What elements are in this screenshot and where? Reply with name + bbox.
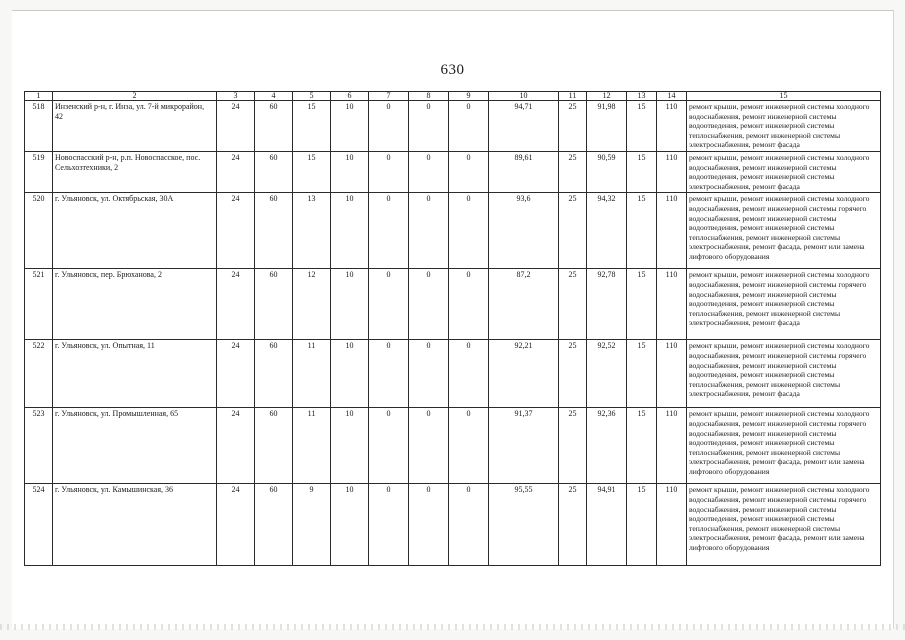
cell-col13: 15	[627, 408, 657, 484]
cell-col14: 110	[657, 151, 687, 192]
works-cell: ремонт крыши, ремонт инженерной системы холодного водоснабжения, ремонт инженерной системы горячего водоснабжения, ремонт инженерной системы водоотведения, ремонт инженерной системы теплоснабжения, ремонт инженерной системы электроснабжения, ремонт фасада	[687, 269, 881, 340]
cell-col11: 25	[559, 151, 587, 192]
cell-col8: 0	[409, 408, 449, 484]
cell-col10: 87,2	[489, 269, 559, 340]
cell-col6: 10	[331, 408, 369, 484]
cell-col3: 24	[217, 151, 255, 192]
works-cell: ремонт крыши, ремонт инженерной системы холодного водоснабжения, ремонт инженерной системы горячего водоснабжения, ремонт инженерной системы водоотведения, ремонт инженерной системы теплоснабжения, ремонт инженерной системы электроснабжения, ремонт фасада, ремонт или замена лифтового оборудования	[687, 408, 881, 484]
cell-col7: 0	[369, 408, 409, 484]
cell-col13: 15	[627, 269, 657, 340]
table-row	[25, 101, 881, 152]
cell-col10: 91,37	[489, 408, 559, 484]
cell-col13: 15	[627, 340, 657, 408]
cell-col8: 0	[409, 151, 449, 192]
cell-col11: 25	[559, 340, 587, 408]
cell-col3: 24	[217, 484, 255, 566]
cell-col14: 110	[657, 484, 687, 566]
row-number: 523	[25, 408, 53, 484]
cell-col7: 0	[369, 269, 409, 340]
cell-col12: 92,36	[587, 408, 627, 484]
table-body	[25, 92, 881, 566]
cell-col11: 25	[559, 484, 587, 566]
cell-col6: 10	[331, 151, 369, 192]
cell-col12: 94,91	[587, 484, 627, 566]
cell-col6: 10	[331, 340, 369, 408]
row-number: 519	[25, 151, 53, 192]
cell-col4: 60	[255, 340, 293, 408]
cell-col3: 24	[217, 101, 255, 152]
table-row	[25, 484, 881, 566]
cell-col4: 60	[255, 484, 293, 566]
cell-col11: 25	[559, 269, 587, 340]
column-number: 4	[255, 92, 293, 101]
cell-col10: 92,21	[489, 340, 559, 408]
cell-col5: 13	[293, 193, 331, 269]
cell-col7: 0	[369, 193, 409, 269]
cell-col11: 25	[559, 193, 587, 269]
cell-col5: 12	[293, 269, 331, 340]
cell-col13: 15	[627, 151, 657, 192]
cell-col6: 10	[331, 101, 369, 152]
works-cell: ремонт крыши, ремонт инженерной системы холодного водоснабжения, ремонт инженерной системы горячего водоснабжения, ремонт инженерной системы водоотведения, ремонт инженерной системы теплоснабжения, ремонт инженерной системы электроснабжения, ремонт фасада, ремонт или замена лифтового оборудования	[687, 193, 881, 269]
works-cell: ремонт крыши, ремонт инженерной системы холодного водоснабжения, ремонт инженерной системы водоотведения, ремонт инженерной системы теплоснабжения, ремонт инженерной системы электроснабжения, ремонт фасада	[687, 101, 881, 152]
cell-col5: 15	[293, 151, 331, 192]
cell-col10: 95,55	[489, 484, 559, 566]
cell-col9: 0	[449, 151, 489, 192]
cell-col10: 89,61	[489, 151, 559, 192]
cell-col5: 11	[293, 408, 331, 484]
column-number: 13	[627, 92, 657, 101]
column-number: 6	[331, 92, 369, 101]
cell-col6: 10	[331, 269, 369, 340]
scan-artifact-strip	[0, 624, 905, 630]
cell-col14: 110	[657, 408, 687, 484]
cell-col3: 24	[217, 193, 255, 269]
column-number-row	[25, 92, 881, 101]
address-cell: г. Ульяновск, ул. Опытная, 11	[53, 340, 217, 408]
cell-col13: 15	[627, 101, 657, 152]
cell-col13: 15	[627, 484, 657, 566]
cell-col9: 0	[449, 340, 489, 408]
row-number: 520	[25, 193, 53, 269]
column-number: 15	[687, 92, 881, 101]
table-row	[25, 408, 881, 484]
column-number: 11	[559, 92, 587, 101]
column-number: 7	[369, 92, 409, 101]
cell-col11: 25	[559, 408, 587, 484]
cell-col9: 0	[449, 408, 489, 484]
cell-col8: 0	[409, 269, 449, 340]
row-number: 524	[25, 484, 53, 566]
cell-col14: 110	[657, 193, 687, 269]
table-row	[25, 269, 881, 340]
cell-col9: 0	[449, 484, 489, 566]
column-number: 12	[587, 92, 627, 101]
cell-col9: 0	[449, 193, 489, 269]
cell-col7: 0	[369, 151, 409, 192]
column-number: 2	[53, 92, 217, 101]
cell-col14: 110	[657, 340, 687, 408]
column-number: 9	[449, 92, 489, 101]
row-number: 522	[25, 340, 53, 408]
table-row	[25, 193, 881, 269]
cell-col4: 60	[255, 193, 293, 269]
cell-col7: 0	[369, 340, 409, 408]
cell-col5: 9	[293, 484, 331, 566]
cell-col7: 0	[369, 101, 409, 152]
works-cell: ремонт крыши, ремонт инженерной системы холодного водоснабжения, ремонт инженерной системы горячего водоснабжения, ремонт инженерной системы водоотведения, ремонт инженерной системы теплоснабжения, ремонт инженерной системы электроснабжения, ремонт фасада	[687, 340, 881, 408]
column-number: 14	[657, 92, 687, 101]
address-cell: г. Ульяновск, ул. Промышленная, 65	[53, 408, 217, 484]
cell-col8: 0	[409, 101, 449, 152]
cell-col8: 0	[409, 193, 449, 269]
cell-col3: 24	[217, 340, 255, 408]
cell-col9: 0	[449, 269, 489, 340]
cell-col14: 110	[657, 269, 687, 340]
address-cell: г. Ульяновск, пер. Брюханова, 2	[53, 269, 217, 340]
address-cell: Новоспасский р-н, р.п. Новоспасское, пос. Сельхозтехники, 2	[53, 151, 217, 192]
cell-col5: 15	[293, 101, 331, 152]
cell-col4: 60	[255, 269, 293, 340]
cell-col8: 0	[409, 340, 449, 408]
cell-col12: 94,32	[587, 193, 627, 269]
cell-col9: 0	[449, 101, 489, 152]
address-cell: г. Ульяновск, ул. Камышинская, 36	[53, 484, 217, 566]
column-number: 5	[293, 92, 331, 101]
row-number: 521	[25, 269, 53, 340]
page-number: 630	[440, 62, 465, 78]
cell-col4: 60	[255, 101, 293, 152]
cell-col11: 25	[559, 101, 587, 152]
column-number: 10	[489, 92, 559, 101]
address-cell: г. Ульяновск, ул. Октябрьская, 30А	[53, 193, 217, 269]
cell-col8: 0	[409, 484, 449, 566]
row-number: 518	[25, 101, 53, 152]
cell-col4: 60	[255, 151, 293, 192]
works-cell: ремонт крыши, ремонт инженерной системы холодного водоснабжения, ремонт инженерной системы водоотведения, ремонт инженерной системы электроснабжения, ремонт фасада	[687, 151, 881, 192]
cell-col7: 0	[369, 484, 409, 566]
cell-col6: 10	[331, 193, 369, 269]
column-number: 8	[409, 92, 449, 101]
cell-col10: 94,71	[489, 101, 559, 152]
address-cell: Инзенский р-н, г. Инза, ул. 7-й микрорайон, 42	[53, 101, 217, 152]
cell-col10: 93,6	[489, 193, 559, 269]
cell-col12: 92,52	[587, 340, 627, 408]
table-row	[25, 340, 881, 408]
cell-col12: 92,78	[587, 269, 627, 340]
column-number: 3	[217, 92, 255, 101]
table-row	[25, 151, 881, 192]
repair-program-table	[24, 91, 881, 566]
cell-col14: 110	[657, 101, 687, 152]
cell-col3: 24	[217, 269, 255, 340]
works-cell: ремонт крыши, ремонт инженерной системы холодного водоснабжения, ремонт инженерной системы горячего водоснабжения, ремонт инженерной системы водоотведения, ремонт инженерной системы теплоснабжения, ремонт инженерной системы электроснабжения, ремонт фасада, ремонт или замена лифтового оборудования	[687, 484, 881, 566]
cell-col3: 24	[217, 408, 255, 484]
cell-col12: 91,98	[587, 101, 627, 152]
cell-col6: 10	[331, 484, 369, 566]
cell-col5: 11	[293, 340, 331, 408]
cell-col4: 60	[255, 408, 293, 484]
cell-col13: 15	[627, 193, 657, 269]
cell-col12: 90,59	[587, 151, 627, 192]
column-number: 1	[25, 92, 53, 101]
